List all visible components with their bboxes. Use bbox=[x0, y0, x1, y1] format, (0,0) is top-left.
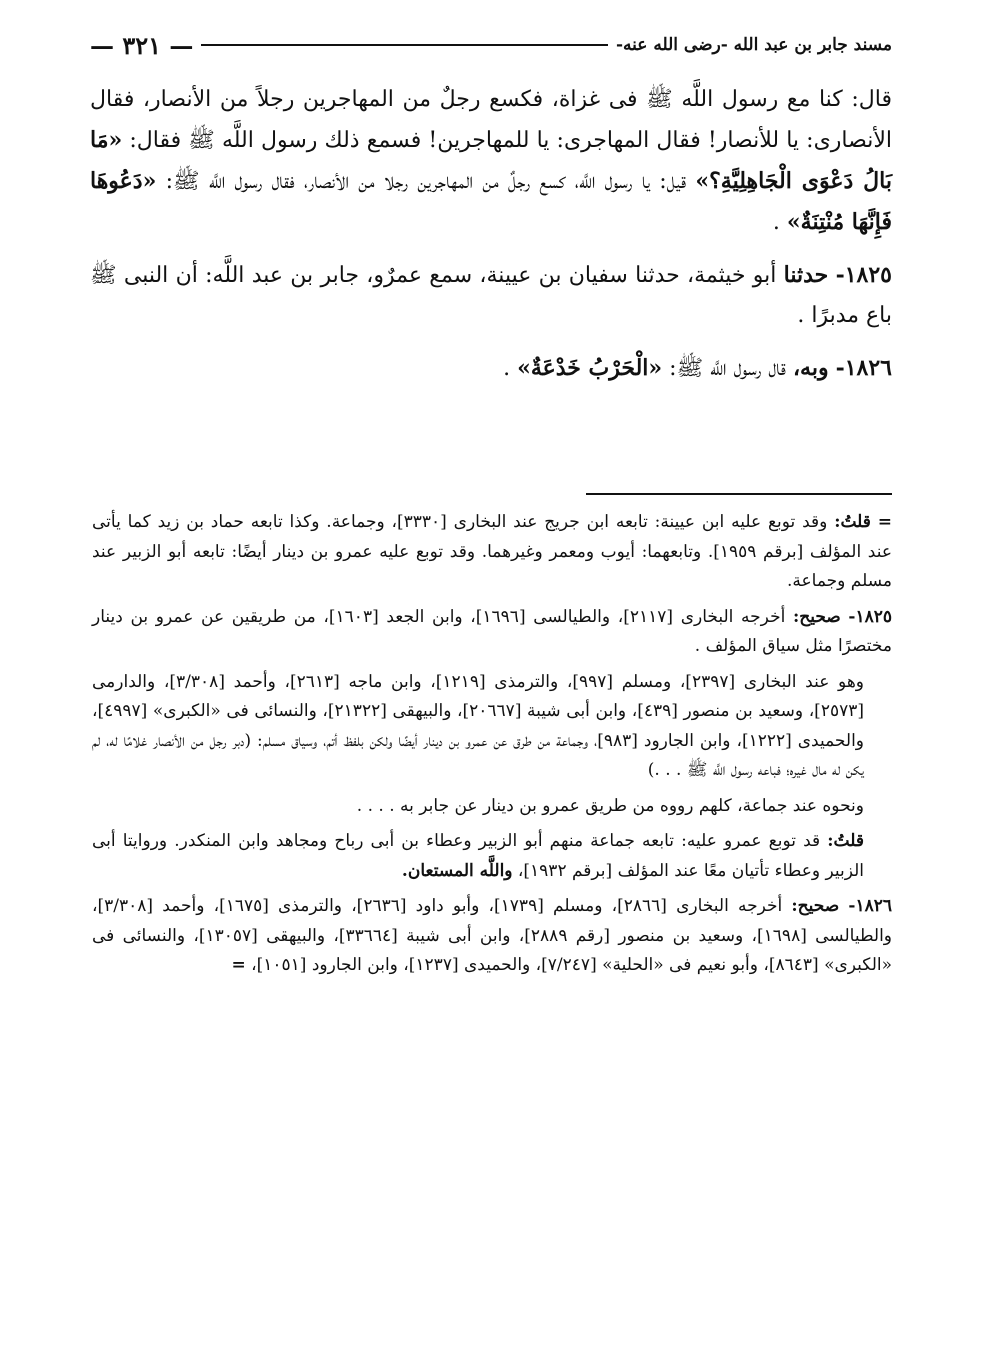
footnote-1826 bbox=[92, 892, 892, 981]
hadith-text: . bbox=[503, 356, 511, 381]
hadith-text: أبو خيثمة، حدثنا سفيان بن عيينة، سمع عمرٌو، جابر بن عبد اللَّه: أن النبى ﷺ باع مدبرًا . bbox=[90, 263, 892, 328]
footnote-1825 bbox=[92, 603, 892, 662]
running-title: مسند جابر بن عبد الله -رضى الله عنه- bbox=[615, 35, 892, 55]
footnote-text: وهو عند البخارى [٢٣٩٧]، ومسلم [٩٩٧]، والترمذى [١٢١٩]، وابن ماجه [٢٦١٣]، وأحمد [٣/٣٠٨]، والدارمى [٢٥٧٣]، وسعيد بن منصور [٤٣٩]، وابن أبى شيبة [٢٠٦٦٧]، والبيهقى [٢١٣٢٢]، والنسائى فى «الكبرى» [٤٩٩٧]، والحميدى [١٢٢٢]، وابن الجارود [٩٨٣]، وجماعة من طرق عن عمرو بن دينار أيضًا ولكن بلفظ أتم، وسياق مسلم: (دبر رجل من الأنصار غلامًا له، لم يكن له مال غيره؛ فباعه رسول اللَّه ﷺ . . .) bbox=[92, 671, 864, 780]
footnote-text: ونحوه عند جماعة، كلهم رووه من طريق عمرو بن دينار عن جابر به . . . . bbox=[356, 795, 864, 816]
page-number: — ٣٢١ — bbox=[90, 30, 194, 60]
hadith-continuation bbox=[90, 80, 892, 243]
hadith-text: قيل: يا رسول اللَّه، كسع رجلٌ من المهاجرين رجلا من الأنصار، فقال رسول اللَّه ﷺ: bbox=[165, 169, 687, 194]
continuation-mark: = bbox=[877, 512, 893, 532]
main-text bbox=[90, 80, 892, 401]
continuation-mark: = bbox=[231, 955, 246, 975]
page-header bbox=[90, 28, 892, 62]
footnote-number: ١٨٢٥- bbox=[848, 606, 892, 627]
hadith-lead: حدثنا bbox=[783, 262, 829, 288]
footnote-grade: صحيح: bbox=[791, 896, 840, 916]
hadith-1825 bbox=[90, 255, 892, 336]
footnote-divider bbox=[586, 493, 892, 495]
footnote-1825-paragraph bbox=[92, 668, 892, 786]
prophet-quote: «الْحَرْبُ خَدْعَةٌ» bbox=[517, 355, 663, 381]
footnote-label: قلتُ: bbox=[827, 831, 864, 851]
hadith-text: قال رسول اللَّه ﷺ: bbox=[669, 356, 786, 381]
hadith-1826 bbox=[90, 348, 892, 389]
footnote-text: أخرجه البخارى [٢٨٦٦]، ومسلم [١٧٣٩]، وأبو داود [٢٦٣٦]، والترمذى [١٦٧٥]، وأحمد [٣/٣٠٨]، والطيالسى [١٦٩٨]، وسعيد بن منصور [رقم ٢٨٨٩]، وابن أبى شيبة [٣٣٦٦٤]، والبيهقى [١٣٠٥٧]، والنسائى فى «الكبرى» [٨٦٤٣]، وأبو نعيم فى «الحلية» [٧/٢٤٧]، والحميدى [١٢٣٧]، وابن الجارود [١٠٥١]، bbox=[92, 896, 893, 975]
footnote-text: أخرجه البخارى [٢١١٧]، والطيالسى [١٦٩٦]، وابن الجعد [١٦٠٣]، من طريقين عن عمرو بن دينار مختصرًا مثل سياق المؤلف . bbox=[92, 606, 892, 656]
hadith-text: . bbox=[772, 210, 780, 235]
footnote-grade: صحيح: bbox=[792, 606, 841, 627]
footnote-text: قد توبع عمرو عليه: تابعه جماعة منهم أبو الزبير وعطاء بن أبى رباح ومجاهد وابن المنكدر. وروايتا أبى الزبير وعطاء تأتيان معًا عند المؤلف [برقم ١٩٣٢]، bbox=[92, 831, 864, 881]
hadith-lead: وبه، bbox=[792, 355, 829, 381]
footnote-number: ١٨٢٦- bbox=[848, 896, 892, 916]
footnote-continued bbox=[92, 508, 892, 597]
prophet-quote: «مَا بَالُ دَعْوَى الْجَاهِلِيَّةِ؟» bbox=[90, 127, 892, 194]
footnote-1825-paragraph bbox=[92, 792, 892, 822]
footnote-text: وقد توبع عليه ابن عيينة: تابعه ابن جريج عند البخارى [٣٣٣٠]، وجماعة. وكذا تابعه حماد بن زيد كما يأتى عند المؤلف [برقم ١٩٥٩]. وتابعهما: أيوب ومعمر وغيرهما. وقد توبع عليه عمرو بن دينار أيضًا: تابعه أبو الزبير عند مسلم وجماعة. bbox=[92, 512, 892, 591]
hadith-number: ١٨٢٦- bbox=[835, 355, 892, 381]
header-rule bbox=[201, 44, 608, 46]
footnote-1825-comment bbox=[92, 827, 892, 886]
prophet-quote: «دَعُوهَا فَإِنَّهَا مُنْتِنَةٌ» bbox=[90, 168, 892, 235]
hadith-text: قال: كنا مع رسول اللَّه ﷺ فى غزاة، فكسع رجلٌ من المهاجرين رجلاً من الأنصار، فقال الأنصارى: يا للأنصار! فقال المهاجرى: يا للمهاجرين! فسمع ذلك رسول اللَّه ﷺ فقال: bbox=[90, 87, 892, 153]
footnote-closing: واللَّه المستعان. bbox=[401, 860, 513, 881]
hadith-number: ١٨٢٥- bbox=[835, 262, 892, 288]
footnotes bbox=[92, 508, 892, 987]
footnote-label: قلتُ: bbox=[834, 512, 871, 532]
